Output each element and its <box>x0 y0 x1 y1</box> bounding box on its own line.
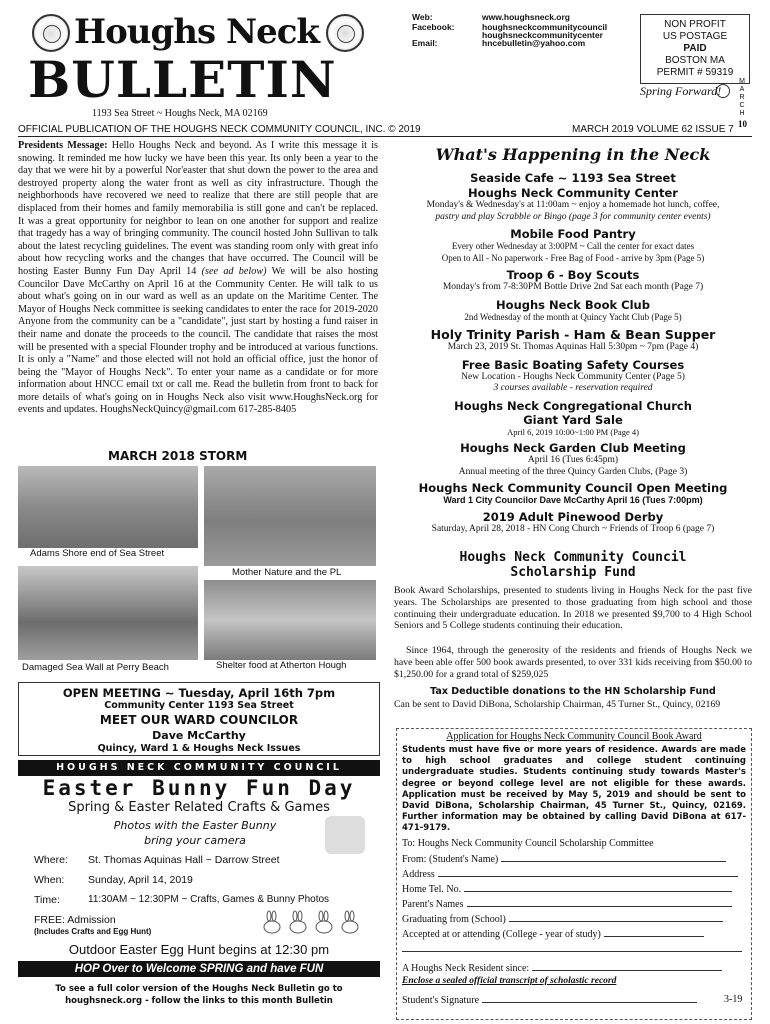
event-detail: Monday's & Wednesday's at 11:00am ~ enjoy a homemade hot lunch, coffee, <box>426 200 720 210</box>
email-label: Email: <box>412 38 438 48</box>
event-item <box>394 227 752 264</box>
easter-subtitle: Spring & Easter Related Crafts & Games <box>68 800 330 815</box>
permit-line: BOSTON MA <box>665 55 725 66</box>
event-title: Holy Trinity Parish - Ham & Bean Supper <box>430 327 716 342</box>
event-item <box>394 358 752 395</box>
caption-shelter-food: Shelter food at Atherton Hough <box>216 660 347 671</box>
facebook-link-2[interactable]: houghsneckcommunitycenter <box>482 30 603 40</box>
where-label: Where: <box>34 854 68 866</box>
permit-line: PERMIT # 59319 <box>656 67 734 78</box>
event-detail: Saturday, April 28, 2018 - HN Cong Church ~ Friends of Troop 6 (page 7) <box>431 523 715 534</box>
clock-icon <box>716 84 730 98</box>
event-title: Seaside Cafe ~ 1193 Sea Street <box>470 171 676 185</box>
event-item <box>394 510 752 536</box>
event-detail: March 23, 2019 St. Thomas Aquinas Hall 5:30pm ~ 7pm (Page 4) <box>447 342 699 352</box>
event-detail: Annual meeting of the three Quincy Garden Clubs, (Page 3) <box>458 466 688 477</box>
footer-line1: To see a full color version of the Houghs Neck Bulletin go to <box>55 984 343 994</box>
event-item <box>394 268 752 294</box>
event-detail: New Location - Houghs Neck Community Center (Page 5) <box>461 371 685 382</box>
form-field-graduating-from[interactable]: Graduating from (School) <box>402 913 746 928</box>
event-title: Free Basic Boating Safety Courses <box>461 357 685 372</box>
easter-title: Easter Bunny Fun Day <box>42 776 356 800</box>
free-admission: FREE: Admission <box>34 914 116 926</box>
when-label: When: <box>34 874 65 886</box>
event-item <box>394 298 752 324</box>
includes-note: (Includes Crafts and Egg Hunt) <box>34 927 152 936</box>
city-seal-left <box>32 14 70 52</box>
egg-hunt: Outdoor Easter Egg Hunt begins at 12:30 pm <box>68 942 330 957</box>
event-title: Houghs Neck Community Center <box>468 186 678 200</box>
form-field-accepted-at[interactable]: Accepted at or attending (College - year of study) <box>402 928 746 943</box>
photo-mother-nature <box>204 466 376 566</box>
bunnies-decoration <box>260 910 370 934</box>
permit-line: PAID <box>683 43 707 54</box>
presidents-message <box>18 140 378 417</box>
bring-camera: bring your camera <box>144 834 246 847</box>
facebook-label: Facebook: <box>412 22 455 32</box>
when-value: Sunday, April 14, 2019 <box>88 874 193 886</box>
event-title: Troop 6 - Boy Scouts <box>506 268 640 282</box>
masthead-address: 1193 Sea Street ~ Houghs Neck, MA 02169 <box>92 108 268 119</box>
march-vertical: M A R C H <box>739 78 745 117</box>
form-field-home-tel[interactable]: Home Tel. No. <box>402 883 746 898</box>
event-item <box>394 441 752 478</box>
event-title: Mobile Food Pantry <box>510 227 636 241</box>
tax-heading: Tax Deductible donations to the HN Scholarship Fund <box>430 686 716 697</box>
scholarship-p1: Book Award Scholarships, presented to students living in Houghs Neck for the past five years. The Scholarships are presented to those graduating from high school and those continuing their undergraduate education. In 2018 we presented $9,700 to 4 High School Seniors and 5 College students continuing their education. <box>394 585 752 632</box>
form-code: 3-19 <box>724 994 743 1005</box>
scholarship-heading-1: Houghs Neck Community Council <box>459 550 687 565</box>
application-to: To: Houghs Neck Community Council Scholarship Committee <box>402 838 654 849</box>
application-text: Students must have five or more years of residence. Awards are made to high school graduates and college student continuing undergraduate studies. Students continuing study towards Master's degree or beyond college level are not eligible for these awards. Application must be received by May 5, 2019 and should be sent to David DiBona, Scholarship Chairman, 45 Turner St., Quincy, 02169. Further information may be obtained by calling David DiBona at 617-471-9179. <box>402 745 746 834</box>
open-meeting-title: OPEN MEETING ~ Tuesday, April 16th 7pm <box>62 686 336 700</box>
councilor-role: Quincy, Ward 1 & Houghs Neck Issues <box>97 743 301 754</box>
time-value: 11:30AM ~ 12:30PM ~ Crafts, Games & Bunny Photos <box>88 894 330 905</box>
open-meeting-place: Community Center 1193 Sea Street <box>104 700 294 711</box>
councilor-name: Dave McCarthy <box>152 729 246 742</box>
event-detail: Monday's from 7-8:30PM Bottle Drive 2nd Sat each month (Page 7) <box>442 282 704 292</box>
event-detail: 3 courses available - reservation required <box>493 383 653 393</box>
tax-text: Can be sent to David DiBona, Scholarship Chairman, 45 Turner St., Quincy, 02169 <box>394 699 721 710</box>
form-field-parents-names[interactable]: Parent's Names <box>402 898 746 913</box>
event-detail: 2nd Wednesday of the month at Quincy Yacht Club (Page 5) <box>464 311 682 322</box>
presidents-message-text2: We will be also hosting Councilor Dave McCarthy on April 16 at the Community Center. He will talk to us about what's going on in our ward as well as an update on the Maritime Center. The Mayor of Houghs Neck committee is seeking candidates to enter the race for 2019-2020 Anyone from the community can be a "candidate", just start by hosting a fund raiser in their name and donate the proceeds to the council. The candidate that raises the most will be presented with a special Flounder trophy and be introduced at various functions. It is only a "Name" and those elected will not hold an official office, just the honor of being the "Mayor of Houghs Neck". To enter your name as a candidate or for more information about HNCC email txt or call me. Read the bulletin from front to back for more details of what's going on in Houghs Neck also visit www.HoughsNeck.org for events and updates. HoughsNeckQuincy@gmail.com 617-285-8405 <box>18 265 378 416</box>
student-signature[interactable]: Student's Signature <box>402 994 697 1006</box>
resident-since[interactable]: A Houghs Neck Resident since: <box>402 962 722 974</box>
event-item <box>394 481 752 507</box>
email-link[interactable]: hncebulletin@yahoo.com <box>482 38 586 48</box>
event-detail: April 6, 2019 10:00~1:00 PM (Page 4) <box>507 426 639 437</box>
photo-shelter-food <box>204 580 376 660</box>
march-day: 10 <box>738 119 747 129</box>
time-label: Time: <box>34 894 60 906</box>
hop-banner: HOP Over to Welcome SPRING and have FUN <box>18 961 380 977</box>
event-title: 2019 Adult Pinewood Derby <box>482 509 664 524</box>
event-item <box>394 327 752 354</box>
event-detail: Every other Wednesday at 3:00PM ~ Call the center for exact dates <box>451 241 695 251</box>
event-item <box>394 186 752 223</box>
issue-info: MARCH 2019 VOLUME 62 ISSUE 7 <box>572 124 734 135</box>
photos-with-bunny: Photos with the Easter Bunny <box>113 819 277 832</box>
masthead-title-line2: BULLETIN <box>28 50 337 109</box>
spring-forward-note: Spring Forward! <box>640 84 722 98</box>
scholarship-heading-2: Scholarship Fund <box>510 565 636 580</box>
form-field-address[interactable]: Address <box>402 868 746 883</box>
bunny-photo <box>325 816 365 854</box>
web-link[interactable]: www.houghsneck.org <box>482 12 570 22</box>
event-title: Houghs Neck Community Council Open Meeting <box>418 481 728 495</box>
event-detail: pastry and play Scrabble or Bingo (page 3 for community center events) <box>435 211 711 222</box>
official-publication: OFFICIAL PUBLICATION OF THE HOUGHS NECK COMMUNITY COUNCIL, INC. © 2019 <box>18 124 421 135</box>
form-fields <box>402 853 746 958</box>
scholarship-p2: Since 1964, through the generosity of the residents and friends of Houghs Neck we have been able offer 500 book awards presented, to over 331 kids receiving from $50.00 to $1,250.00 for a grand total of $259,025 <box>394 645 752 680</box>
caption-sea-wall: Damaged Sea Wall at Perry Beach <box>22 662 169 673</box>
event-detail: Open to All - No paperwork - Free Bag of Food - arrive by 3pm (Page 5) <box>441 252 705 263</box>
event-detail: April 16 (Tues 6:45pm) <box>527 455 619 465</box>
web-label: Web: <box>412 12 433 22</box>
permit-line: US POSTAGE <box>662 31 728 42</box>
postage-permit-box <box>640 14 750 84</box>
city-seal-right <box>326 14 364 52</box>
presidents-message-text: Hello Houghs Neck and beyond. As I write this message it is snowing. It reminded me how lucky we have been this year. Its only been a year to the day that we were hit by a powerful Nor'easter that shut down the power to the area and destroyed property along the water front as well as city infrastructure. Though the neighborhoods have recovered we need to realize that there are still people that are displaced from their homes and family memorabilia is still gone and can't be replaced. It was a great opportunity for neighbor to lean on one another for support and realize that tragedy has a way of bringing community. The council hosted John Sullivan to talk about the latest recycling guidelines. The event was standing room only with great info about how recycling works and the changes that have occurred. The Council will be hosting Easter Bunny Fun Day April 14 <box>18 140 379 277</box>
event-detail: Ward 1 City Councilor Dave McCarthy April 16 (Tues 7:00pm) <box>443 495 703 505</box>
council-banner: HOUGHS NECK COMMUNITY COUNCIL <box>18 760 380 776</box>
masthead-rule <box>18 136 752 137</box>
event-title: Houghs Neck Book Club <box>496 297 650 312</box>
form-field-student-name[interactable]: From: (Student's Name) <box>402 853 746 868</box>
meet-councilor: MEET OUR WARD COUNCILOR <box>99 713 299 727</box>
form-field-blank-line[interactable] <box>402 943 746 958</box>
presidents-message-label: Presidents Message: <box>18 140 108 151</box>
bunny-icon <box>260 910 370 934</box>
event-title: Houghs Neck Congregational Church <box>454 398 692 413</box>
happening-heading: What's Happening in the Neck <box>435 145 711 164</box>
event-item <box>394 171 752 185</box>
caption-adams-shore: Adams Shore end of Sea Street <box>30 548 165 559</box>
facebook-link[interactable]: houghsneckcommunitycouncil <box>482 22 608 32</box>
event-title: Houghs Neck Garden Club Meeting <box>460 441 686 455</box>
permit-line: NON PROFIT <box>664 19 726 30</box>
footer-line2: houghsneck.org - follow the links to this month Bulletin <box>65 996 333 1006</box>
photo-adams-shore <box>18 466 198 548</box>
where-value: St. Thomas Aquinas Hall ~ Darrow Street <box>88 854 280 866</box>
storm-heading: MARCH 2018 STORM <box>108 449 248 463</box>
enclose-transcript: Enclose a sealed official transcript of scholastic record <box>402 976 617 986</box>
happening-list <box>394 171 752 535</box>
event-item <box>394 413 752 439</box>
application-title: Application for Houghs Neck Community Council Book Award <box>446 731 702 742</box>
masthead-title-line1: Houghs Neck <box>74 12 319 52</box>
presidents-message-italic: (see ad below) <box>201 265 267 277</box>
photo-sea-wall <box>18 566 198 660</box>
event-item <box>394 399 752 413</box>
event-title: Giant Yard Sale <box>523 412 623 427</box>
caption-mother-nature: Mother Nature and the PL <box>232 567 342 578</box>
